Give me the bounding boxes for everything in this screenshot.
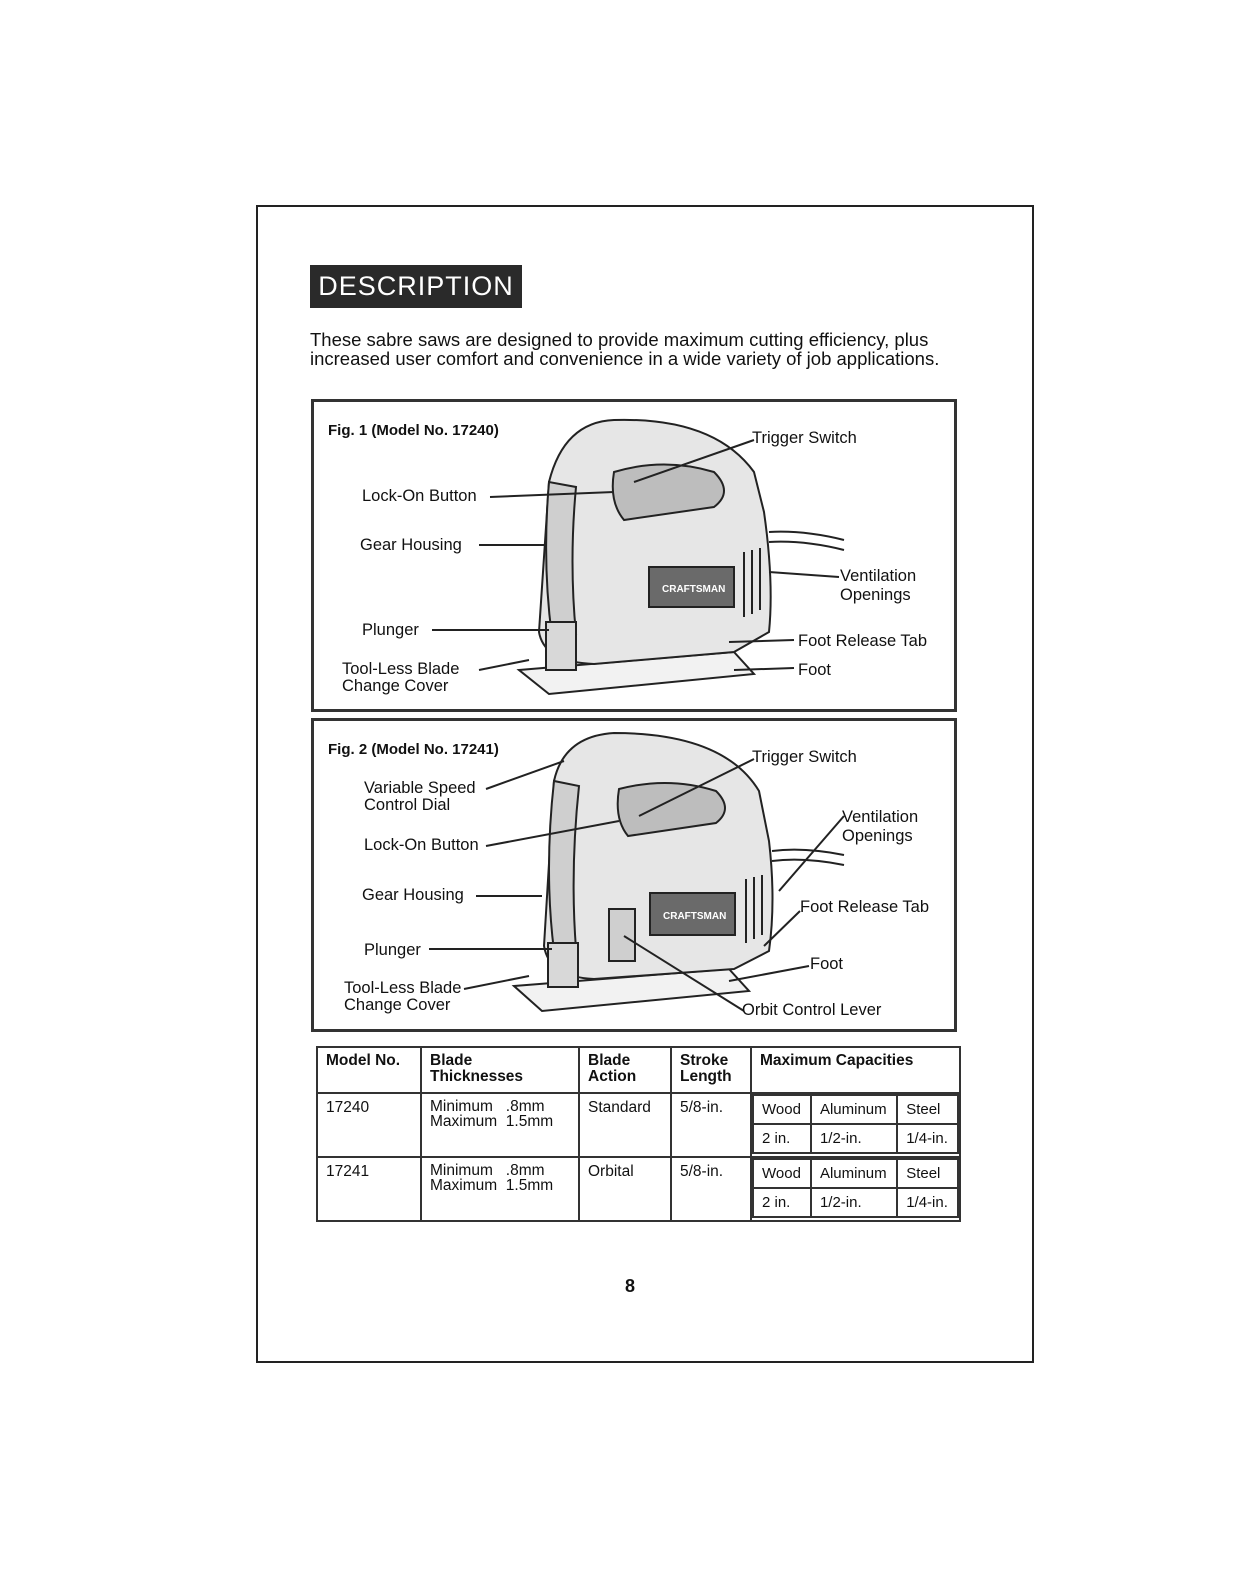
cell-model: 17240 [317, 1093, 421, 1157]
figure-1 [311, 399, 957, 712]
header-model-no: Model No. [317, 1047, 421, 1093]
cap-label: Aluminum [811, 1095, 897, 1124]
label-ventilation: Ventilation [842, 808, 919, 826]
label-plunger: Plunger [362, 621, 419, 639]
table-row [317, 1093, 960, 1157]
figure-2-title: Fig. 2 (Model No. 17241) [328, 741, 499, 758]
label-plunger: Plunger [364, 941, 421, 959]
label-speed-dial-2: Control Dial [364, 796, 451, 814]
label-trigger-switch: Trigger Switch [752, 429, 857, 447]
intro-paragraph: These sabre saws are designed to provide maximum cutting efficiency, plus increased user comfort and convenience in a wide variety of job applications. [310, 329, 940, 369]
capacities-subtable [752, 1094, 959, 1154]
label-lock-on-button: Lock-On Button [364, 836, 479, 854]
label-gear-housing: Gear Housing [362, 886, 464, 904]
cap-value: 1/4-in. [897, 1188, 958, 1217]
label-ventilation: Ventilation [840, 567, 917, 585]
specifications-table [316, 1046, 961, 1222]
label-blade-cover-2: Change Cover [344, 996, 451, 1014]
label-speed-dial-1: Variable Speed [364, 779, 476, 797]
label-blade-cover-2: Change Cover [342, 677, 449, 695]
cap-value: 2 in. [753, 1124, 811, 1153]
header-max-capacities: Maximum Capacities [751, 1047, 960, 1093]
capacities-subtable [752, 1158, 959, 1218]
label-trigger-switch: Trigger Switch [752, 748, 857, 766]
brand-logo-1: CRAFTSMAN [662, 584, 726, 595]
cap-label: Steel [897, 1159, 958, 1188]
label-foot: Foot [798, 661, 832, 679]
cell-action: Standard [579, 1093, 671, 1157]
table-row [317, 1157, 960, 1221]
cell-stroke: 5/8-in. [671, 1093, 751, 1157]
figure-2 [311, 718, 957, 1032]
cell-action: Orbital [579, 1157, 671, 1221]
label-blade-cover-1: Tool-Less Blade [342, 660, 460, 678]
label-blade-cover-1: Tool-Less Blade [344, 979, 462, 997]
label-lock-on-button: Lock-On Button [362, 487, 477, 505]
cell-thickness: Minimum .8mm Maximum 1.5mm [421, 1157, 579, 1221]
page-number: 8 [624, 1276, 635, 1296]
cell-stroke: 5/8-in. [671, 1157, 751, 1221]
cell-capacities [751, 1093, 960, 1157]
label-openings: Openings [840, 586, 911, 604]
cell-model: 17241 [317, 1157, 421, 1221]
figure-1-title: Fig. 1 (Model No. 17240) [328, 422, 499, 439]
label-foot: Foot [810, 955, 844, 973]
cap-label: Wood [753, 1095, 811, 1124]
cap-value: 1/2-in. [811, 1188, 897, 1217]
cap-value: 1/4-in. [897, 1124, 958, 1153]
label-foot-release-tab: Foot Release Tab [798, 632, 928, 650]
cell-capacities [751, 1157, 960, 1221]
header-blade-action: Blade Action [579, 1047, 671, 1093]
label-foot-release-tab: Foot Release Tab [800, 898, 930, 916]
cap-value: 1/2-in. [811, 1124, 897, 1153]
header-stroke-length: Stroke Length [671, 1047, 751, 1093]
cap-label: Steel [897, 1095, 958, 1124]
cap-label: Aluminum [811, 1159, 897, 1188]
table-header-row [317, 1047, 960, 1093]
cell-thickness: Minimum .8mm Maximum 1.5mm [421, 1093, 579, 1157]
section-title: DESCRIPTION [310, 265, 522, 308]
label-openings: Openings [842, 827, 913, 845]
brand-logo-2: CRAFTSMAN [663, 911, 727, 922]
cap-label: Wood [753, 1159, 811, 1188]
label-gear-housing: Gear Housing [360, 536, 462, 554]
cap-value: 2 in. [753, 1188, 811, 1217]
header-blade-thicknesses: Blade Thicknesses [421, 1047, 579, 1093]
label-orbit-control-lever: Orbit Control Lever [742, 1001, 882, 1019]
